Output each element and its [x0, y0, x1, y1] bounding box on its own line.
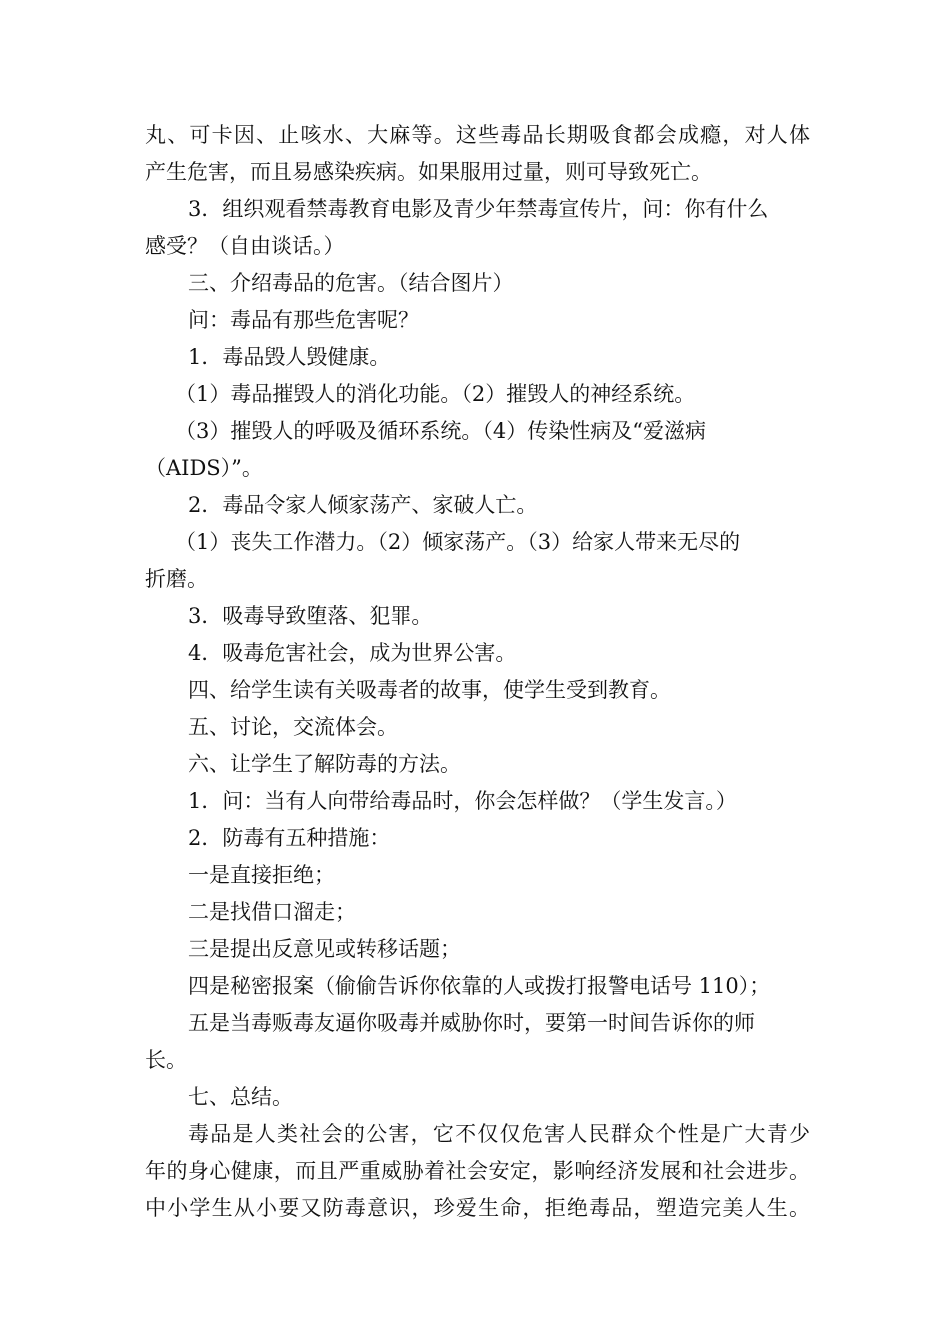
list-item: （1）丧失工作潜力。（2）倾家荡产。（3）给家人带来无尽的 [175, 530, 741, 554]
paragraph-line: 丸、可卡因、止咳水、大麻等。这些毒品长期吸食都会成瘾，对人体 [145, 123, 810, 147]
list-item: 2．毒品令家人倾家荡产、家破人亡。 [188, 493, 538, 517]
list-item: 四是秘密报案（偷偷告诉你依靠的人或拨打报警电话号 110）； [188, 974, 771, 998]
paragraph-line: 折磨。 [145, 567, 208, 591]
list-item: 3．吸毒导致堕落、犯罪。 [188, 604, 433, 628]
list-item: 二是找借口溜走； [188, 900, 356, 924]
paragraph-line: 3．组织观看禁毒教育电影及青少年禁毒宣传片，问：你有什么 [188, 197, 769, 221]
section-heading: 五、讨论，交流体会。 [188, 715, 398, 739]
paragraph-line: 感受？（自由谈话。） [145, 234, 345, 258]
list-item: （1）毒品摧毁人的消化功能。（2）摧毁人的神经系统。 [175, 382, 696, 406]
list-item: 2．防毒有五种措施： [188, 826, 391, 850]
paragraph-line: 长。 [145, 1048, 187, 1072]
paragraph-line: 毒品是人类社会的公害，它不仅仅危害人民群众个性是广大青少 [188, 1122, 810, 1146]
list-item: （3）摧毁人的呼吸及循环系统。（4）传染性病及“爱滋病 [175, 419, 706, 443]
list-item: 1．问：当有人向带给毒品时，你会怎样做？（学生发言。） [188, 789, 737, 813]
paragraph-line: 产生危害，而且易感染疾病。如果服用过量，则可导致死亡。 [145, 160, 712, 184]
list-item: 三是提出反意见或转移话题； [188, 937, 461, 961]
section-heading: 四、给学生读有关吸毒者的故事，使学生受到教育。 [188, 678, 671, 702]
list-item: 一是直接拒绝； [188, 863, 335, 887]
paragraph-line: 中小学生从小要又防毒意识，珍爱生命，拒绝毒品，塑造完美人生。 [145, 1196, 810, 1220]
paragraph-line: （AIDS）”。 [145, 456, 263, 480]
list-item: 五是当毒贩毒友逼你吸毒并威胁你时，要第一时间告诉你的师 [188, 1011, 755, 1035]
section-heading: 三、介绍毒品的危害。（结合图片） [188, 271, 514, 295]
paragraph-line: 年的身心健康，而且严重威胁着社会安定，影响经济发展和社会进步。 [145, 1159, 810, 1183]
section-heading: 六、让学生了解防毒的方法。 [188, 752, 461, 776]
list-item: 4．吸毒危害社会，成为世界公害。 [188, 641, 517, 665]
list-item: 1．毒品毁人毁健康。 [188, 345, 391, 369]
section-heading: 七、总结。 [188, 1085, 293, 1109]
paragraph-line: 问：毒品有那些危害呢？ [188, 308, 419, 332]
